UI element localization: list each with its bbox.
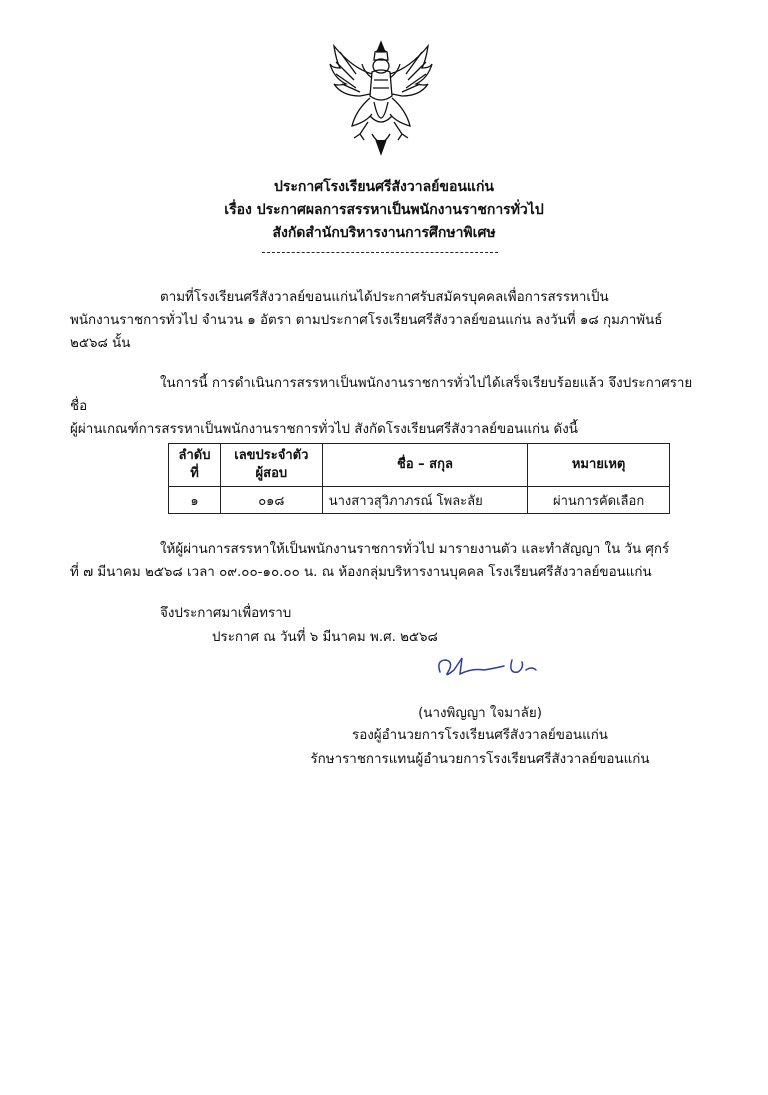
para1-line2: พนักงานราชการทั่วไป จำนวน ๑ อัตรา ตามประกาศโรงเรียนศรีสังวาลย์ขอนแก่น ลงวันที่ ๑๘ กุมภาพันธ์ (70, 313, 663, 328)
paragraph-3 (70, 538, 700, 584)
para2-line2: ผู้ผ่านเกณฑ์การสรรหาเป็นพนักงานราชการทั่วไป สังกัดโรงเรียนศรีสังวาลย์ขอนแก่น ดังนี้ (70, 422, 578, 437)
announcement-date: ประกาศ ณ วันที่ ๖ มีนาคม พ.ศ. ๒๕๖๘ (212, 630, 438, 645)
para2-line1: ในการนี้ การดำเนินการสรรหาเป็นพนักงานราชการทั่วไปได้เสร็จเรียบร้อยแล้ว จึงประกาศรายชื่อ (70, 376, 693, 414)
closing-announce: จึงประกาศมาเพื่อทราบ (160, 606, 292, 621)
para1-line1: ตามที่โรงเรียนศรีสังวาลย์ขอนแก่นได้ประกาศรับสมัครบุคคลเพื่อการสรรหาเป็น (160, 290, 609, 305)
header-divider (262, 252, 498, 253)
cell-name: นางสาวสุวิภาภรณ์ โพละลัย (322, 487, 527, 514)
para3-line2: ที่ ๗ มีนาคม ๒๕๖๘ เวลา ๐๙.๐๐-๑๐.๐๐ น. ณ ห้องกลุ่มบริหารงานบุคคล โรงเรียนศรีสังวาลย์ขอนแก่น (70, 565, 652, 580)
table-header-row (169, 444, 670, 487)
paragraph-1 (70, 286, 700, 355)
signatory-name: (นางพิญญา ใจมาลัย) (418, 706, 542, 721)
announcement-affiliation: สังกัดสำนักบริหารงานการศึกษาพิเศษ (272, 225, 496, 241)
cell-remark: ผ่านการคัดเลือก (528, 487, 670, 514)
header-name: ชื่อ – สกุล (322, 444, 527, 487)
announcement-title: ประกาศโรงเรียนศรีสังวาลย์ขอนแก่น (273, 179, 494, 195)
garuda-emblem-icon (326, 38, 436, 156)
header-remark: หมายเหตุ (528, 444, 670, 487)
cell-applicant-id: ๐๑๘ (220, 487, 322, 514)
header-applicant-id: เลขประจำตัว ผู้สอบ (220, 444, 322, 487)
signatory-position-1: รองผู้อำนวยการโรงเรียนศรีสังวาลย์ขอนแก่น (352, 728, 608, 743)
paragraph-2 (70, 372, 700, 441)
signatory-block (290, 702, 670, 769)
announcement-subject: เรื่อง ประกาศผลการสรรหาเป็นพนักงานราชการทั่วไป (224, 202, 544, 218)
table-row (169, 487, 670, 514)
signatory-position-2: รักษาราชการแทนผู้อำนวยการโรงเรียนศรีสังวาลย์ขอนแก่น (310, 752, 650, 767)
para1-line3: ๒๕๖๘ นั้น (70, 336, 131, 351)
header-order: ลำดับ ที่ (169, 444, 221, 487)
para3-line1: ให้ผู้ผ่านการสรรหาให้เป็นพนักงานราชการทั่วไป มารายงานตัว และทำสัญญา ใน วัน ศุกร์ (160, 542, 670, 557)
cell-order: ๑ (169, 487, 221, 514)
signature-mark (432, 650, 544, 684)
results-table (168, 443, 670, 514)
